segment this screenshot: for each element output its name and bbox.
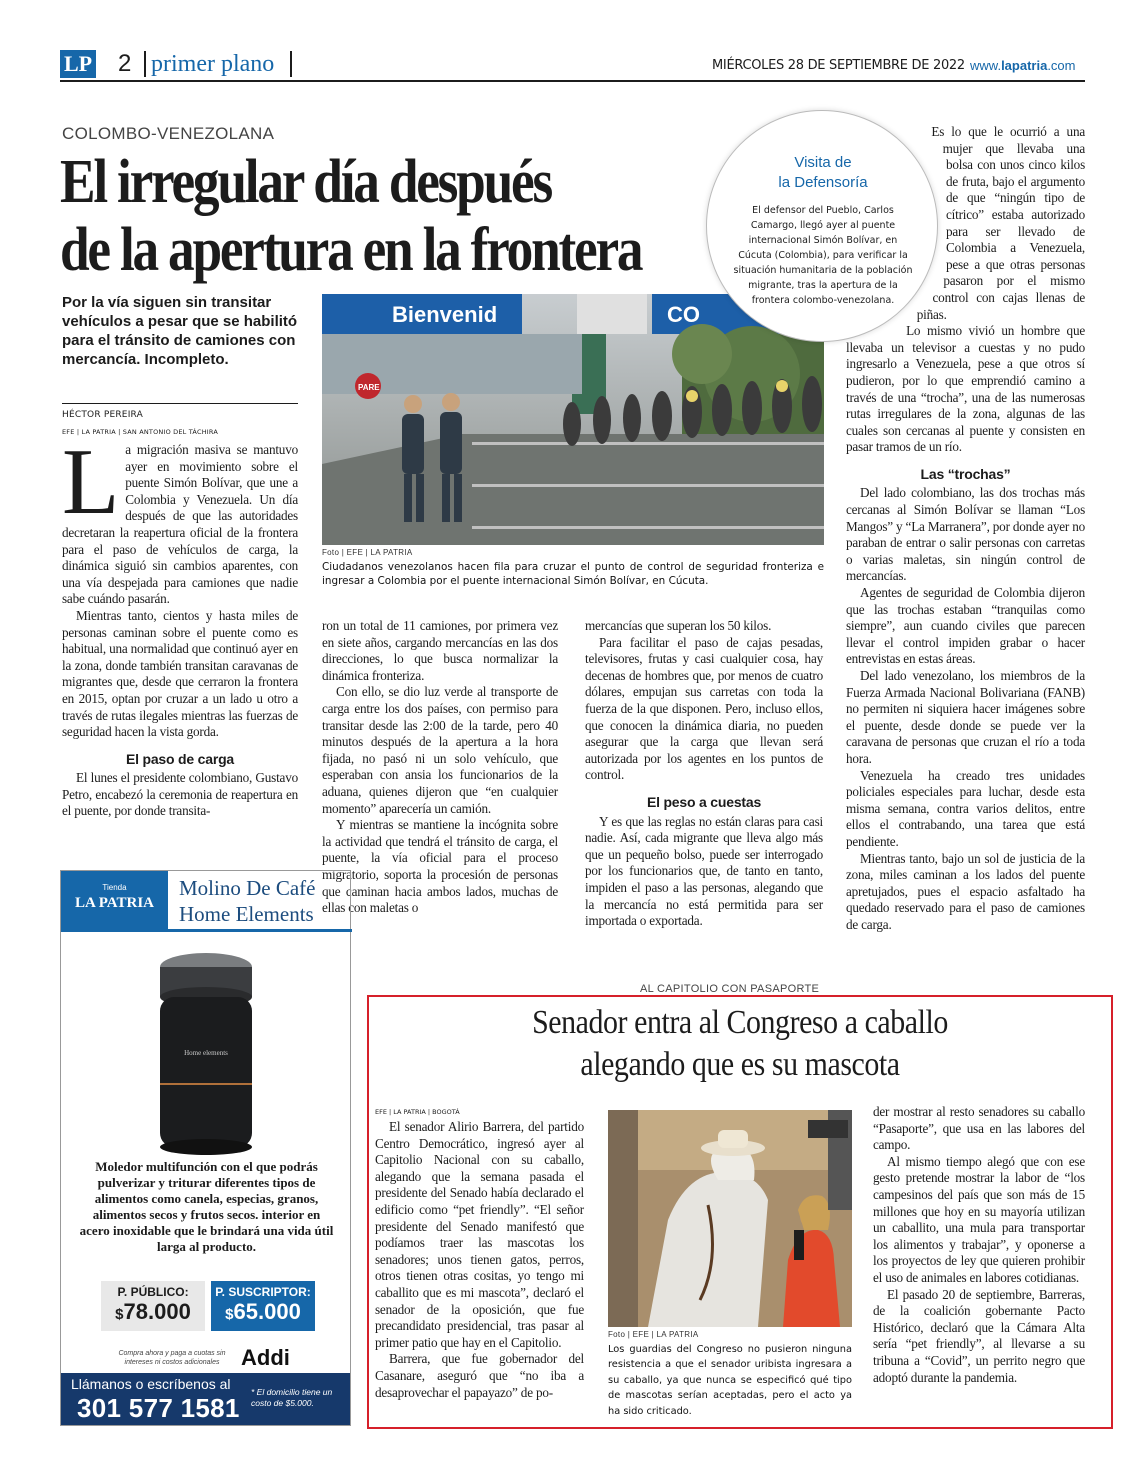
drop-cap: L (62, 430, 120, 534)
main-column-2: ron un total de 11 camiones, por primera vez en siete años, cargando mercancías en las dos direcciones, lo que busca normalizar la dinámica fronteriza. Con ello, se dio luz verde al transporte de carga entre los dos países, con permiso para transitar desde las 2:00 de la tarde, pero 40 minutos después de la apertura a la hora fijada, no pasó ni un solo vehículo, que esperaban con ansia los funcionarios de la aduana, quienes dijeron que “en cualquier momento” aparecería un camión. Y mientras se mantiene la incógnita sobre la actividad que tendrá el tránsito de carga, el puente, la vía oficial para el proceso migratorio, soporta la procesión de personas que caminan hacia ambos lados, muchas de ellas con maletas o (322, 618, 558, 916)
addi-logo: Addi (241, 1345, 290, 1370)
second-column-1: El senador Alirio Barrera, del partido Centro Democrático, ingresó ayer al Capitolio Nacional con su caballo, alegando que la semana pasada el presidente del Senado había declarado el edificio como “pet friendly”. “El señor presidente del Senado manifestó que podíamos traer las mascotas los senadores; unos tienen gatos, perros, otros tienen otras cositas, yo tengo mi caballito que es mi mascota”, declaró el senador de la oposición, que fue precandidato presidencial, tras pasar al primer patio que hay en el Capitolio. Barrera, que fue gobernador del Casanare, aseguró que “no iba a desaprovechar el papayazo” de po- (375, 1119, 584, 1400)
subhead-trochas: Las “trochas” (920, 465, 1011, 482)
website-link[interactable]: www.lapatria.com (970, 58, 1076, 73)
ad-description: Moledor multifunción con el que podrás pulverizar y triturar diferentes tipos de alimentos como canela, especias, granos, alimentos secos y frutos secos. interior en acero inoxidable que le brindará una vida útil larga al producto. (79, 1159, 334, 1254)
subhead-peso-a-cuestas: El peso a cuestas (646, 793, 762, 810)
second-headline: Senador entra al Congreso a caballo alegando que es su mascota (532, 1004, 948, 1083)
sidebar-title: Visita de la Defensoría (778, 154, 868, 191)
photo-sign-pare: PARE (358, 383, 380, 392)
public-price-box: P. PÚBLICO: $78.000 (101, 1281, 205, 1331)
second-kicker: AL CAPITOLIO CON PASAPORTE (640, 983, 820, 995)
article-deck: Por la vía siguen sin transitar vehículos a pesar que se habilitó para el tránsito de camiones con mercancía. Incompleto. (62, 294, 298, 368)
issue-date: MIÉRCOLES 28 DE SEPTIEMBRE DE 2022 (712, 58, 965, 73)
main-photo-caption: Ciudadanos venezolanos hacen fila para cruzar el punto de control de seguridad fronteriza e ingresar a Colombia por el puente internacional Simón Bolívar, en Cúcuta. (322, 561, 824, 587)
article-kicker: COLOMBO-VENEZOLANA (62, 124, 275, 143)
sidebar-text: El defensor del Pueblo, Carlos Camargo, llegó ayer al puente internacional Simón Bolívar, en Cúcuta (Colombia), para verificar la situación humanitaria de la población migrante, tras la apertura de la frontera colombo-venezolana. (733, 205, 913, 306)
ad-product-name: Molino De Café Home Elements (179, 876, 316, 926)
article-headline: El irregular día después de la apertura en la frontera (60, 148, 642, 284)
senator-horse-photo (608, 1110, 852, 1327)
grinder-label: Home elements (184, 1049, 228, 1057)
addi-text: Compra ahora y paga a cuotas sin intereses ni costos adicionales (118, 1350, 226, 1366)
call-banner[interactable]: Llámanos o escríbenos al 301 577 1581 * El domicilio tiene un costo de $5.000. (61, 1373, 350, 1425)
main-column-3: mercancías que superan los 50 kilos. Para facilitar el paso de cajas pesadas, televisores, frutas y casi cualquier cosa, hay decenas de hombres que, por menos de cuatro dólares, empujan sus carretas con toda la fuerza de la que disponen. Pero, incluso ellos, que conocen la dinámica diaria, no pueden asegurar que la carga que llevan será autorizada por los agentes en los puntos de control. El peso a cuestas Y es que las reglas no están claras para casi nadie. Así, cada migrante que lleva algo más que un pequeño bolso, puede ser interrogado por los funcionarios que, de tanto en tanto, impiden el paso a las personas, alegando que la mercancía no está permitida para ser importada o exportada. (585, 618, 823, 929)
header-divider-2 (290, 51, 292, 77)
main-photo-credit: Foto | EFE | LA PATRIA (322, 548, 413, 557)
ad-phone-number: 301 577 1581 (77, 1393, 240, 1423)
header-rule (60, 80, 1085, 82)
store-logo: Tienda LA PATRIA (61, 871, 168, 929)
subscriber-price-box: P. SUSCRIPTOR: $65.000 (211, 1281, 315, 1331)
photo-sign-bienvenido: Bienvenid (392, 302, 498, 327)
page-number: 2 (118, 50, 132, 77)
deck-rule (62, 403, 298, 404)
newspaper-logo: LP (60, 50, 96, 78)
main-column-1: L a migración masiva se mantuvo ayer en movimiento sobre el puente Simón Bolívar, que une a Colombia y Venezuela. Un día después de que las autoridades decretaran la reapertura oficial de la frontera para el paso de vehículos de carga, la dinámica siguió sin cambios aparentes, con una vía despejada para camiones que nadie sabe cuándo pasarán. Mientras tanto, cientos y hasta miles de personas caminan sobre el puente como es habitual, una normalidad que continuó ayer en la zona, donde también transitan caravanas de migrantes que, desde que cerraron la frontera en 2015, optan por cruzar a un lado u otro a través de rutas ilegales mientras las fuerzas de seguridad hacen la vista gorda. El paso de carga El lunes el presidente colombiano, Gustavo Petro, encabezó la ceremonia de reapertura en el puente, por donde transita- (62, 430, 298, 819)
border-crowd-photo (322, 294, 824, 545)
header-divider (144, 51, 146, 77)
second-byline: EFE | LA PATRIA | BOGOTÁ (375, 1108, 460, 1116)
coffee-grinder-image (151, 943, 261, 1159)
subhead-paso-de-carga: El paso de carga (125, 750, 235, 767)
photo-sign-colombia: CO (667, 302, 700, 327)
article-byline: EFE | LA PATRIA | SAN ANTONIO DEL TÁCHIRA (62, 428, 218, 436)
main-column-4: Es lo que le ocurrió a una mujer que llevaba una bolsa con unos cinco kilos de fruta, bajo el argumento de que “ningún tipo de cítrico” estaba autorizado para ser llevado de Colombia a Venezuela, pese a que otras personas pasaron por el mismo control con cajas llenas de piñas. Lo mismo vivió un hombre que llevaba un televisor a cuestas y no pudo ingresarlo a Venezuela, pese a que otros sí pudieron, por lo que emprendió camino a través de una “trocha”, una de las numerosas rutas irregulares de la zona, algunas de las cuales son cercanas al puente y consisten en pasar tramos de un río. Las “trochas” Del lado colombiano, las dos trochas más cercanas al Simón Bolívar se llaman “Los Mangos” y “La Marranera”, por donde ayer no paraban de entrar o salir personas con carretas o varias maletas, sin ningún control de mercancías. Agentes de seguridad de Colombia dijeron que las trochas estaban “tranquilas como siempre”, aun cuando civiles que parecen llevar el control impiden grabar o hacer entrevistas en estas áreas. Del lado venezolano, los miembros de la Fuerza Armada Nacional Bolivariana (FANB) no permiten ni siquiera hacer imágenes sobre el puente, desde donde se puede ver la caravana de personas que cruzan el río a toda hora. Venezuela ha creado tres unidades policiales especiales para luchar, desde esta misma semana, contra varios delitos, entre ellos el contrabando, una tarea que está pendiente. Mientras tanto, bajo un sol de justicia de la zona, miles caminan a los lados del puente apretujados, pues el espacio asfaltado ha quedado reservado para el paso de camiones de carga. (846, 124, 1085, 932)
second-column-3: der mostrar al resto senadores su caballo “Pasaporte”, que usa en las labores del campo. Al mismo tiempo alegó que con ese gesto pretende mostrar la labor de “los campesinos del país que son más de 15 millones que hoy en su mayoría utilizan un caballito, una mula para transportar los alimentos y trabajar”, y oponerse a los proyectos de ley que quieren prohibir el uso de animales en labores cotidianas. El pasado 20 de septiembre, Barreras, de la coalición gobernante Pacto Histórico, declaró que la Cámara Alta sería “pet friendly”, al llevarse a su tribuna a “Covid”, un perrito negro que adoptó durante la pandemia. (873, 1104, 1085, 1385)
second-photo-caption: Los guardias del Congreso no pusieron ninguna resistencia a que el senador uribista ingresara a su caballo, ya que nunca se especificó qué tipo de mascotas serían aceptadas, pero el acto ya ha sido criticado. (608, 1344, 852, 1417)
section-name: primer plano (151, 51, 275, 77)
article-author: HÉCTOR PEREIRA (62, 410, 143, 420)
coffee-grinder-ad[interactable] (60, 870, 351, 1426)
second-photo-credit: Foto | EFE | LA PATRIA (608, 1330, 699, 1339)
